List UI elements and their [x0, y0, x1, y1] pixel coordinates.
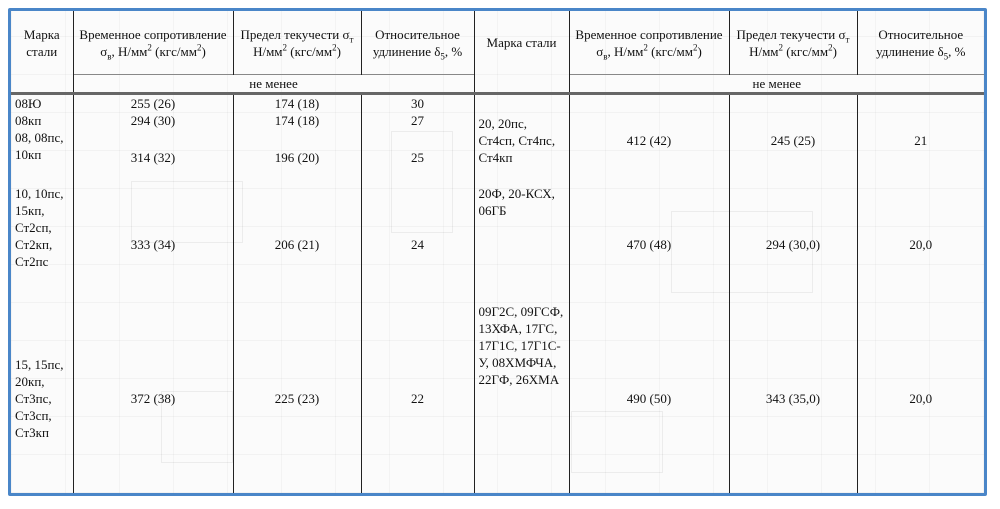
- yield-cell: 343 (35,0): [729, 303, 857, 493]
- elong-cell: 21: [857, 94, 984, 186]
- elong-cell: 25: [361, 129, 474, 185]
- yield-cell: 206 (21): [233, 185, 361, 303]
- subheader-row: [11, 75, 984, 94]
- tensile-cell: 372 (38): [73, 303, 233, 493]
- tensile-cell: 412 (42): [569, 94, 729, 186]
- elong-cell: 22: [361, 303, 474, 493]
- yield-cell: 294 (30,0): [729, 185, 857, 303]
- table-row: [11, 94, 984, 113]
- elong-cell: 27: [361, 112, 474, 129]
- yield-cell: 225 (23): [233, 303, 361, 493]
- grade-cell: 20Ф, 20-КСХ, 06ГБ: [474, 185, 569, 303]
- header-grade-left: Марка стали: [23, 26, 60, 59]
- elong-cell: 20,0: [857, 185, 984, 303]
- tensile-cell: 294 (30): [73, 112, 233, 129]
- header-grade-right: Марка стали: [474, 11, 569, 75]
- grade-cell: 08, 08пс, 10кп: [15, 130, 64, 162]
- yield-cell: 174 (18): [233, 94, 361, 113]
- header-tensile-right: Временное сопротивление $\sigma_в$, $Н/мм^2$ $(кгс/мм^2)$: [569, 11, 729, 75]
- table-row: [11, 185, 984, 303]
- table-row: [11, 303, 984, 493]
- grade-cell: 08кп: [15, 113, 42, 128]
- elong-cell: 24: [361, 185, 474, 303]
- tensile-cell: 255 (26): [73, 94, 233, 113]
- not-less-label-left: не менее: [73, 75, 474, 94]
- grade-cell: 15, 15пс, 20кп, Ст3пс, Ст3сп, Ст3кп: [15, 356, 64, 440]
- steel-properties-table: [11, 11, 984, 493]
- tensile-cell: 470 (48): [569, 185, 729, 303]
- header-yield-left: Предел текучести $\sigma_т$ $Н/мм^2$ $(кгс/мм^2)$: [233, 11, 361, 75]
- tensile-cell: 314 (32): [73, 129, 233, 185]
- subheader-blank-left: [11, 75, 73, 94]
- not-less-label-right: не менее: [569, 75, 984, 94]
- yield-cell: 174 (18): [233, 112, 361, 129]
- header-elong-left: Относительное удлинение $\delta_5$, %: [361, 11, 474, 75]
- header-elong-right: Относительное удлинение $\delta_5$, %: [857, 11, 984, 75]
- elong-cell: 30: [361, 94, 474, 113]
- header-tensile-left: Временное сопротивление $\sigma_в$, $Н/мм^2$ $(кгс/мм^2)$: [73, 11, 233, 75]
- subheader-blank-right: [474, 75, 569, 94]
- tensile-cell: 333 (34): [73, 185, 233, 303]
- grade-cell: 09Г2С, 09ГСФ, 13ХФА, 17ГС, 17Г1С, 17Г1С-У, 08ХМФЧА, 22ГФ, 26ХМА: [474, 303, 569, 493]
- grade-cell: 08Ю: [15, 96, 42, 111]
- header-yield-right: Предел текучести $\sigma_т$ $Н/мм^2$ $(кгс/мм^2)$: [729, 11, 857, 75]
- grade-cell: 20, 20пс, Ст4сп, Ст4пс, Ст4кп: [474, 94, 569, 186]
- yield-cell: 245 (25): [729, 94, 857, 186]
- header-row: [11, 11, 984, 75]
- elong-cell: 20,0: [857, 303, 984, 493]
- yield-cell: 196 (20): [233, 129, 361, 185]
- table-frame: [8, 8, 987, 496]
- grade-cell: 10, 10пс, 15кп, Ст2сп, Ст2кп, Ст2пс: [15, 186, 64, 269]
- tensile-cell: 490 (50): [569, 303, 729, 493]
